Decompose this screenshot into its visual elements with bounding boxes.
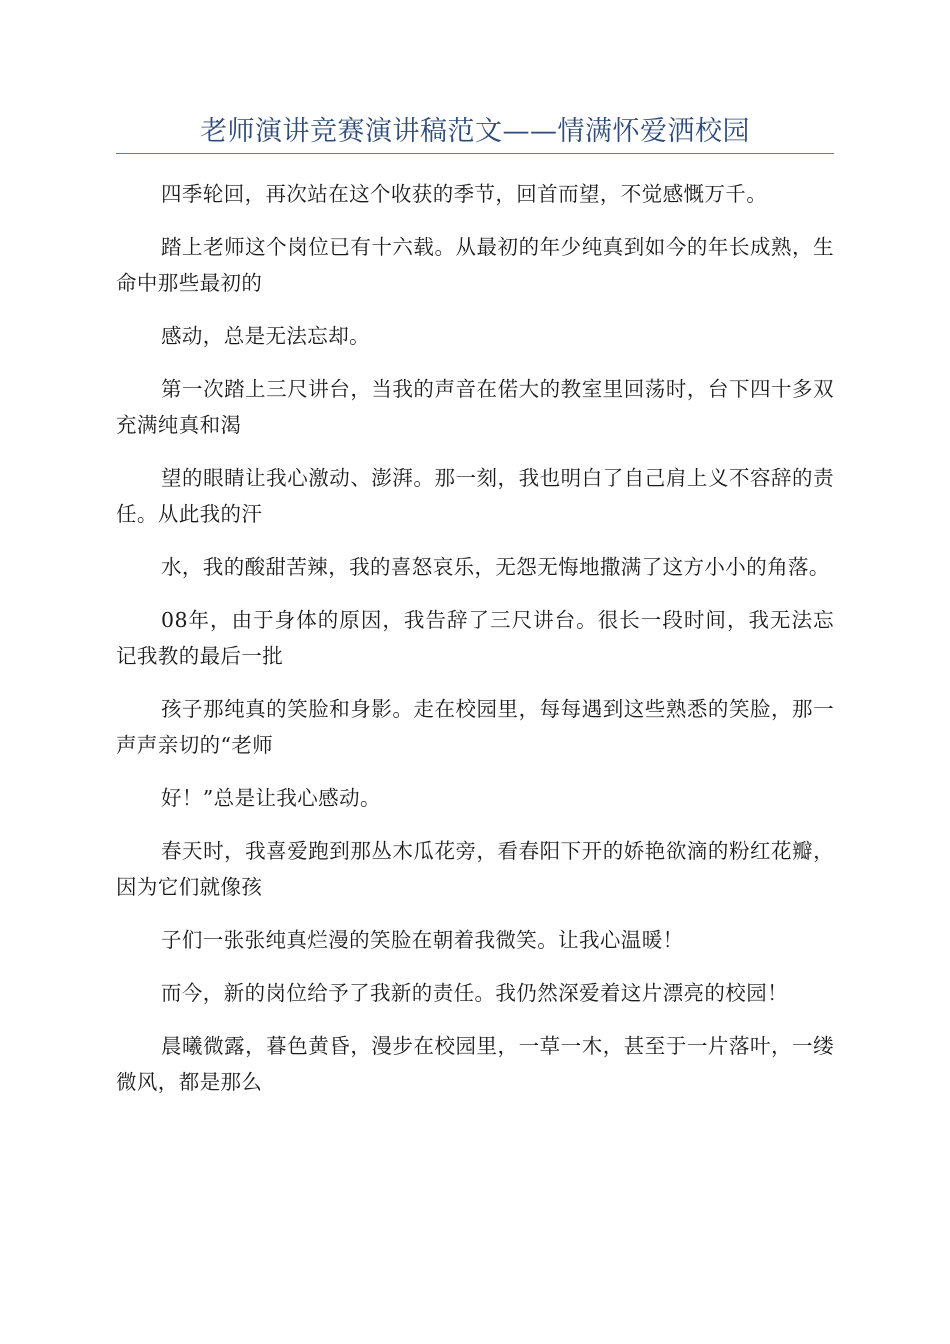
paragraph: 水，我的酸甜苦辣，我的喜怒哀乐，无怨无悔地撒满了这方小小的角落。 xyxy=(161,555,830,579)
paragraph: 08年，由于身体的原因，我告辞了三尺讲台。很长一段时间，我无法忘记我教的最后一批 xyxy=(116,608,834,668)
paragraph: 春天时，我喜爱跑到那丛木瓜花旁，看春阳下开的娇艳欲滴的粉红花瓣，因为它们就像孩 xyxy=(116,839,834,899)
paragraph: 感动，总是无法忘却。 xyxy=(161,324,370,348)
paragraph: 四季轮回，再次站在这个收获的季节，回首而望，不觉感慨万千。 xyxy=(161,182,768,206)
paragraph: 子们一张张纯真烂漫的笑脸在朝着我微笑。让我心温暖！ xyxy=(161,928,684,952)
paragraph: 好！”总是让我心感动。 xyxy=(161,786,381,810)
paragraph: 踏上老师这个岗位已有十六载。从最初的年少纯真到如今的年长成熟，生命中那些最初的 xyxy=(116,235,834,295)
paragraph: 而今，新的岗位给予了我新的责任。我仍然深爱着这片漂亮的校园！ xyxy=(161,981,788,1005)
paragraph: 第一次踏上三尺讲台，当我的声音在偌大的教室里回荡时，台下四十多双充满纯真和渴 xyxy=(116,377,834,437)
paragraph: 孩子那纯真的笑脸和身影。走在校园里，每每遇到这些熟悉的笑脸，那一声声亲切的“老师 xyxy=(116,697,834,757)
paragraph: 晨曦微露，暮色黄昏，漫步在校园里，一草一木，甚至于一片落叶，一缕微风，都是那么 xyxy=(116,1034,834,1094)
title-underline xyxy=(116,153,834,154)
paragraph: 望的眼睛让我心激动、澎湃。那一刻，我也明白了自己肩上义不容辞的责任。从此我的汗 xyxy=(116,466,834,526)
document-body xyxy=(116,176,834,1100)
document-title: 老师演讲竞赛演讲稿范文——情满怀爱洒校园 xyxy=(200,116,750,147)
